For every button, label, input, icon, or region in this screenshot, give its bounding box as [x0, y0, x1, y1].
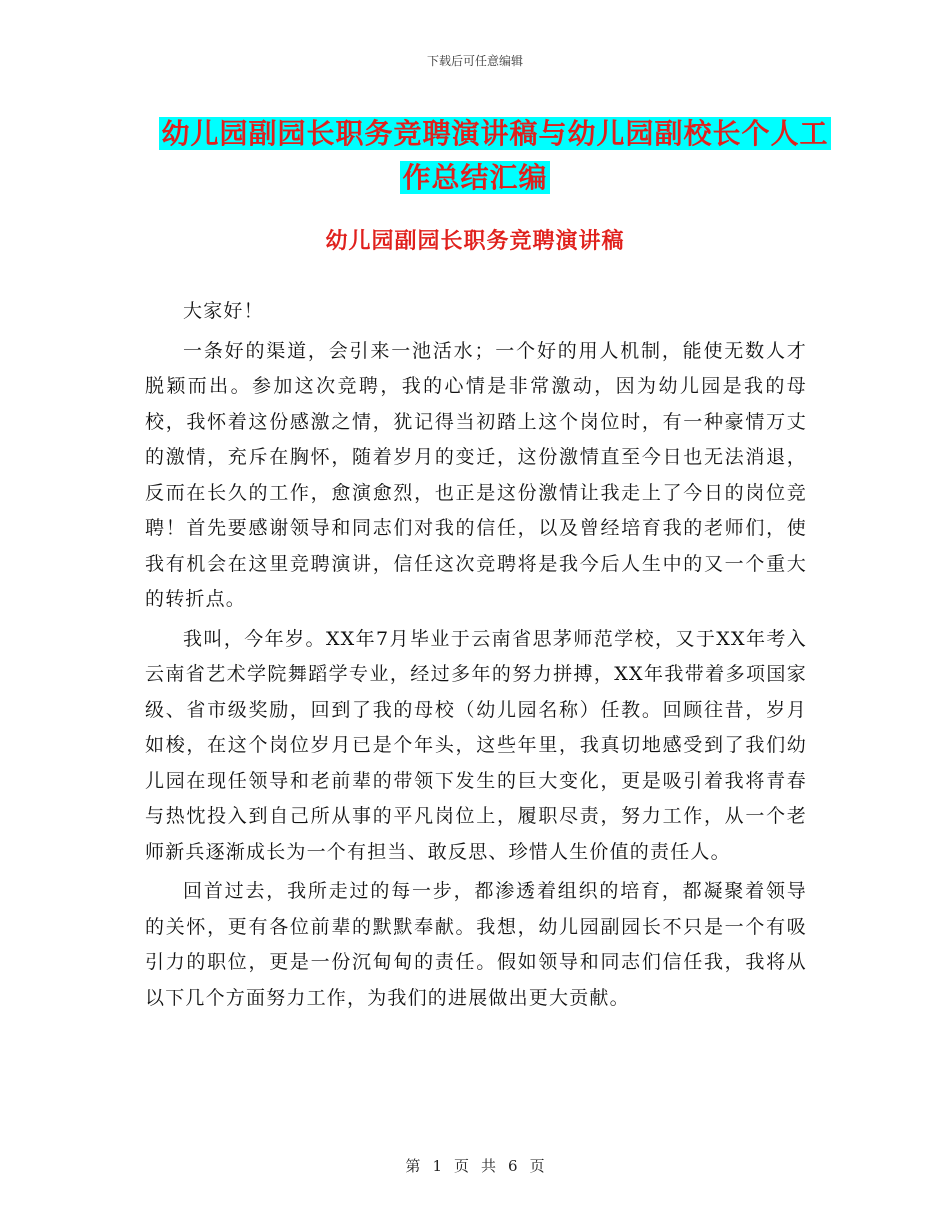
- document-body: [145, 294, 807, 1016]
- footer-total-unit: 页: [529, 1157, 545, 1175]
- footer-page-unit: 页: [453, 1157, 469, 1175]
- paragraph: 我叫，今年岁。XX年7月毕业于云南省思茅师范学校，又于XX年考入云南省艺术学院舞蹈学专业，经过多年的努力拼搏，XX年我带着多项国家级、省市级奖励，回到了我的母校（幼儿园名称）任教。回顾往昔，岁月如梭，在这个岗位岁月已是个年头，这些年里，我真切地感受到了我们幼儿园在现任领导和老前辈的带领下发生的巨大变化，更是吸引着我将青春与热忱投入到自己所从事的平凡岗位上，履职尽责，努力工作，从一个老师新兵逐渐成长为一个有担当、敢反思、珍惜人生价值的责任人。: [145, 627, 807, 863]
- paragraph: 一条好的渠道，会引来一池活水；一个好的用人机制，能使无数人才脱颖而出。参加这次竞聘，我的心情是非常激动，因为幼儿园是我的母校，我怀着这份感激之情，犹记得当初踏上这个岗位时，有一种豪情万丈的激情，充斥在胸怀，随着岁月的变迁，这份激情直至今日也无法消退，反而在长久的工作，愈演愈烈，也正是这份激情让我走上了今日的岗位竞聘！首先要感谢领导和同志们对我的信任，以及曾经培育我的老师们，使我有机会在这里竞聘演讲，信任这次竞聘将是我今后人生中的又一个重大的转折点。: [145, 339, 807, 610]
- title-line-1-text: 幼儿园副园长职务竞聘演讲稿与幼儿园副校长个人工: [161, 117, 829, 150]
- paragraph-greeting: 大家好！: [183, 300, 264, 322]
- page-number: 1: [432, 1157, 442, 1175]
- paragraph: 回首过去，我所走过的每一步，都渗透着组织的培育，都凝聚着领导的关怀，更有各位前辈的默默奉献。我想，幼儿园副园长不只是一个有吸引力的职位，更是一份沉甸甸的责任。假如领导和同志们信任我，我将从以下几个方面努力工作，为我们的进展做出更大贡献。: [145, 880, 807, 1009]
- title-line-2-text: 作总结汇编: [402, 161, 548, 194]
- page-footer: [0, 1155, 950, 1176]
- page-header-note: 下载后可任意编辑: [426, 54, 523, 68]
- document-title-line-1: [0, 112, 950, 152]
- footer-total-label: 共: [481, 1157, 497, 1175]
- document-title-line-2: [0, 156, 950, 196]
- section-title: 幼儿园副园长职务竞聘演讲稿: [325, 229, 625, 254]
- footer-page-label: 第: [405, 1157, 421, 1175]
- total-pages: 6: [508, 1157, 518, 1175]
